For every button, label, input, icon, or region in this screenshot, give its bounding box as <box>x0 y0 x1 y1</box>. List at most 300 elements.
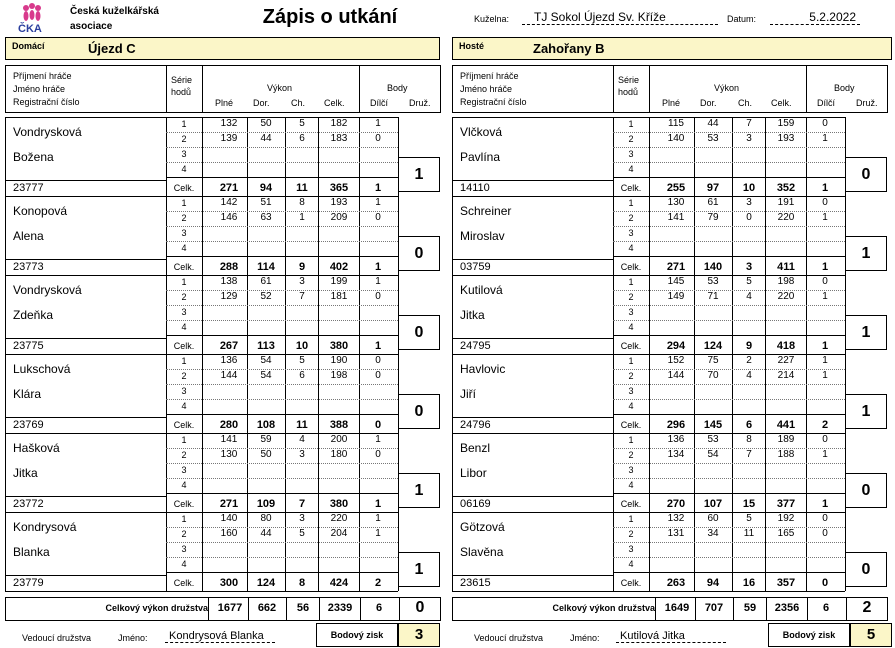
series-number: 3 <box>628 544 634 554</box>
total-row-label: Celk. <box>173 183 195 193</box>
row-line <box>5 512 6 591</box>
series-value: 1 <box>822 133 828 144</box>
series-value: 1 <box>822 291 828 302</box>
player-total-value: 296 <box>666 419 686 431</box>
series-value: 53 <box>707 133 719 144</box>
series-value: 0 <box>822 118 828 129</box>
series-number: 4 <box>628 164 634 174</box>
home-captain-label: Vedoucí družstva <box>22 633 92 643</box>
series-number: 3 <box>628 149 634 159</box>
player-firstname: Slavěna <box>460 545 504 559</box>
row-line <box>5 575 166 576</box>
player-total-value: 94 <box>259 182 273 194</box>
player-total-value: 411 <box>777 261 795 273</box>
series-value: 0 <box>822 513 828 524</box>
player-team-point: 0 <box>845 473 887 508</box>
series-value: 52 <box>260 291 272 302</box>
total-row-label: Celk. <box>173 341 195 351</box>
player-reg-number: 06169 <box>460 498 491 510</box>
series-line <box>166 320 398 321</box>
series-value: 0 <box>822 434 828 445</box>
series-value: 0 <box>375 355 381 366</box>
player-total-value: 267 <box>219 340 239 352</box>
player-row <box>452 433 893 512</box>
col-druz: Druž. <box>856 98 878 108</box>
series-number: 2 <box>628 371 634 381</box>
row-line <box>649 117 650 196</box>
series-line <box>166 384 398 385</box>
series-value: 115 <box>668 118 684 129</box>
series-value: 204 <box>330 528 348 539</box>
player-total-value: 10 <box>295 340 309 352</box>
series-number: 4 <box>628 243 634 253</box>
player-total-value: 1 <box>821 182 829 194</box>
series-value: 1 <box>299 212 305 223</box>
col-plne: Plné <box>662 98 681 108</box>
series-line <box>166 572 398 573</box>
series-value: 80 <box>260 513 272 524</box>
series-number: 2 <box>628 450 634 460</box>
row-line <box>452 354 453 433</box>
series-number: 2 <box>181 292 187 302</box>
series-value: 3 <box>299 513 305 524</box>
away-gain-value: 5 <box>850 623 892 647</box>
series-value: 1 <box>822 355 828 366</box>
player-total-value: 9 <box>745 340 753 352</box>
col-series-1: Série <box>618 75 640 85</box>
series-value: 188 <box>777 449 795 460</box>
player-row <box>5 196 446 275</box>
series-number: 4 <box>181 164 187 174</box>
series-value: 182 <box>330 118 348 129</box>
player-reg-number: 23777 <box>13 182 44 194</box>
row-line <box>649 275 650 354</box>
series-number: 3 <box>628 386 634 396</box>
total-row-label: Celk. <box>620 420 642 430</box>
row-line <box>5 591 398 592</box>
divider <box>202 65 203 113</box>
series-line <box>166 478 398 479</box>
series-value: 180 <box>330 449 348 460</box>
col-ch: Ch. <box>738 98 753 108</box>
series-value: 7 <box>299 291 305 302</box>
player-firstname: Alena <box>13 229 44 243</box>
player-firstname: Zdeňka <box>13 308 54 322</box>
series-value: 54 <box>707 449 719 460</box>
series-value: 130 <box>220 449 238 460</box>
divider <box>649 65 650 113</box>
row-line <box>649 196 650 275</box>
player-total-value: 263 <box>666 577 686 589</box>
team-total-value: 1677 <box>217 602 243 614</box>
player-total-value: 271 <box>219 498 239 510</box>
player-total-value: 140 <box>703 261 723 273</box>
player-reg-number: 23615 <box>460 577 491 589</box>
series-line <box>613 463 845 464</box>
player-reg-number: 14110 <box>460 182 490 194</box>
series-value: 61 <box>260 276 272 287</box>
player-total-value: 270 <box>666 498 686 510</box>
series-line <box>613 557 845 558</box>
player-team-point: 0 <box>398 394 440 429</box>
row-line <box>452 259 613 260</box>
row-line <box>452 117 453 196</box>
series-number: 1 <box>628 356 634 366</box>
player-team-point: 1 <box>845 236 887 271</box>
cka-logo <box>6 2 66 34</box>
player-total-value: 377 <box>776 498 796 510</box>
player-total-value: 97 <box>706 182 720 194</box>
series-value: 75 <box>707 355 719 366</box>
player-row <box>5 354 446 433</box>
series-value: 63 <box>260 212 272 223</box>
series-value: 146 <box>220 212 238 223</box>
series-line <box>613 241 845 242</box>
series-number: 3 <box>181 465 187 475</box>
series-value: 44 <box>707 118 719 129</box>
series-value: 130 <box>667 197 685 208</box>
series-value: 189 <box>777 434 795 445</box>
col-dilci: Dílčí <box>817 98 835 108</box>
divider <box>166 65 167 113</box>
team-total-value: 1649 <box>664 602 690 614</box>
row-line <box>208 598 209 620</box>
series-value: 3 <box>746 197 752 208</box>
series-value: 1 <box>822 370 828 381</box>
player-reg-number: 23779 <box>13 577 44 589</box>
player-total-value: 352 <box>776 182 796 194</box>
player-total-value: 1 <box>374 182 382 194</box>
series-value: 44 <box>260 528 272 539</box>
player-row <box>5 117 446 196</box>
player-firstname: Božena <box>13 150 54 164</box>
series-value: 132 <box>220 118 238 129</box>
series-value: 0 <box>822 528 828 539</box>
series-value: 0 <box>375 370 381 381</box>
away-score-table <box>452 65 893 616</box>
divider <box>806 65 807 113</box>
series-line <box>166 399 398 400</box>
away-captain-name: Kutilová Jitka <box>616 630 726 643</box>
team-total-label: Celkový výkon družstva <box>105 603 208 613</box>
total-row-label: Celk. <box>620 499 642 509</box>
row-line <box>202 433 203 512</box>
series-number: 1 <box>628 435 634 445</box>
player-total-value: 94 <box>706 577 720 589</box>
series-number: 4 <box>628 401 634 411</box>
player-total-value: 113 <box>257 340 275 352</box>
player-total-value: 0 <box>821 577 829 589</box>
row-line <box>202 196 203 275</box>
series-line <box>166 335 398 336</box>
col-player-first: Jméno hráče <box>460 84 513 94</box>
series-value: 199 <box>330 276 348 287</box>
series-number: 2 <box>181 529 187 539</box>
row-line <box>452 180 613 181</box>
player-total-value: 15 <box>742 498 756 510</box>
series-number: 2 <box>628 134 634 144</box>
player-surname: Kondrysová <box>13 520 77 534</box>
series-line <box>613 542 845 543</box>
series-value: 144 <box>667 370 685 381</box>
player-total-value: 1 <box>821 340 829 352</box>
row-line <box>5 196 6 275</box>
player-team-point: 0 <box>398 315 440 350</box>
player-surname: Lukschová <box>13 362 71 376</box>
col-ch: Ch. <box>291 98 306 108</box>
venue-label: Kuželna: <box>474 14 510 24</box>
series-number: 2 <box>181 450 187 460</box>
player-total-value: 294 <box>666 340 686 352</box>
series-value: 1 <box>375 528 381 539</box>
series-line <box>166 177 398 178</box>
away-team-name: Zahořany B <box>533 41 605 56</box>
series-value: 5 <box>746 276 752 287</box>
series-value: 0 <box>375 133 381 144</box>
player-team-point: 1 <box>845 394 887 429</box>
player-reg-number: 24796 <box>460 419 491 431</box>
series-value: 1 <box>375 276 381 287</box>
row-line <box>452 338 613 339</box>
series-value: 50 <box>260 118 272 129</box>
series-value: 159 <box>777 118 795 129</box>
series-line <box>166 162 398 163</box>
player-row <box>452 117 893 196</box>
player-surname: Vondrysková <box>13 125 82 139</box>
player-reg-number: 23775 <box>13 340 44 352</box>
series-number: 3 <box>628 228 634 238</box>
series-number: 2 <box>181 371 187 381</box>
player-total-value: 2 <box>374 577 382 589</box>
series-value: 0 <box>375 449 381 460</box>
team-total-value: 56 <box>296 602 310 614</box>
series-value: 8 <box>299 197 305 208</box>
row-line <box>5 354 6 433</box>
player-total-value: 3 <box>745 261 753 273</box>
player-total-value: 10 <box>742 182 756 194</box>
player-surname: Schreiner <box>460 204 512 218</box>
date-value: 5.2.2022 <box>770 10 860 25</box>
series-value: 0 <box>822 197 828 208</box>
player-team-point: 1 <box>398 473 440 508</box>
series-number: 3 <box>181 228 187 238</box>
player-total-value: 288 <box>219 261 239 273</box>
player-total-value: 1 <box>374 340 382 352</box>
series-value: 7 <box>746 449 752 460</box>
player-total-value: 11 <box>296 419 308 431</box>
series-value: 191 <box>777 197 795 208</box>
series-number: 1 <box>181 514 187 524</box>
series-value: 79 <box>707 212 719 223</box>
player-total-value: 271 <box>219 182 239 194</box>
series-value: 0 <box>746 212 752 223</box>
series-line <box>613 305 845 306</box>
series-value: 131 <box>667 528 685 539</box>
player-total-value: 124 <box>703 340 723 352</box>
divider <box>359 65 360 113</box>
series-value: 193 <box>330 197 348 208</box>
home-gain-label: Bodový zisk <box>316 623 398 647</box>
series-value: 198 <box>777 276 795 287</box>
player-total-value: 300 <box>219 577 239 589</box>
total-row-label: Celk. <box>620 183 642 193</box>
total-row-label: Celk. <box>173 578 195 588</box>
row-line <box>5 259 166 260</box>
series-value: 6 <box>299 370 305 381</box>
series-value: 1 <box>822 212 828 223</box>
series-line <box>166 463 398 464</box>
player-total-value: 365 <box>329 182 349 194</box>
player-surname: Havlovic <box>460 362 506 376</box>
home-score-table <box>5 65 446 616</box>
player-total-value: 380 <box>329 340 349 352</box>
series-number: 3 <box>181 149 187 159</box>
player-total-value: 280 <box>219 419 239 431</box>
series-number: 3 <box>181 307 187 317</box>
series-value: 192 <box>777 513 795 524</box>
row-line <box>452 196 453 275</box>
series-number: 3 <box>181 386 187 396</box>
total-row-label: Celk. <box>173 499 195 509</box>
series-line <box>613 177 845 178</box>
series-value: 54 <box>260 355 272 366</box>
player-surname: Benzl <box>460 441 491 455</box>
series-number: 1 <box>628 277 634 287</box>
series-number: 4 <box>181 401 187 411</box>
col-points: Body <box>387 83 408 93</box>
series-value: 0 <box>375 212 381 223</box>
player-team-point: 1 <box>845 315 887 350</box>
series-value: 132 <box>667 513 685 524</box>
series-value: 4 <box>746 370 752 381</box>
col-dor: Dor. <box>253 98 270 108</box>
row-line <box>649 433 650 512</box>
series-number: 1 <box>181 435 187 445</box>
row-line <box>452 496 613 497</box>
total-row-label: Celk. <box>620 578 642 588</box>
player-total-value: 441 <box>776 419 796 431</box>
series-value: 2 <box>746 355 752 366</box>
player-row <box>452 196 893 275</box>
series-number: 2 <box>628 529 634 539</box>
series-value: 220 <box>330 513 348 524</box>
away-captain-label: Vedoucí družstva <box>474 633 544 643</box>
player-team-point: 1 <box>398 552 440 587</box>
series-value: 141 <box>220 434 238 445</box>
away-team-bar <box>452 37 892 60</box>
series-value: 136 <box>667 434 685 445</box>
series-line <box>166 493 398 494</box>
player-surname: Hašková <box>13 441 60 455</box>
player-total-value: 0 <box>374 419 382 431</box>
series-line <box>613 320 845 321</box>
player-total-value: 380 <box>329 498 349 510</box>
series-number: 2 <box>628 213 634 223</box>
player-total-value: 11 <box>296 182 308 194</box>
away-side-label: Hosté <box>459 41 485 51</box>
player-total-value: 1 <box>374 261 382 273</box>
player-total-value: 1 <box>821 261 829 273</box>
series-number: 3 <box>628 465 634 475</box>
row-line <box>452 275 453 354</box>
player-total-value: 109 <box>256 498 276 510</box>
col-player-surname: Příjmení hráče <box>13 71 72 81</box>
player-team-point: 1 <box>398 157 440 192</box>
series-number: 1 <box>181 119 187 129</box>
home-side-label: Domácí <box>12 41 45 51</box>
row-line <box>202 512 203 591</box>
col-performance: Výkon <box>714 83 740 93</box>
away-team-total-row <box>452 597 888 621</box>
row-line <box>5 275 6 354</box>
team-total-points: 2 <box>862 599 872 616</box>
player-total-value: 255 <box>666 182 686 194</box>
away-captain-name-label: Jméno: <box>570 633 600 643</box>
player-row <box>452 275 893 354</box>
home-captain-name-label: Jméno: <box>118 633 148 643</box>
col-druz: Druž. <box>409 98 431 108</box>
series-number: 1 <box>181 356 187 366</box>
col-series-2: hodů <box>618 87 639 97</box>
series-value: 144 <box>220 370 238 381</box>
page-title: Zápis o utkání <box>262 6 398 28</box>
series-line <box>613 256 845 257</box>
series-value: 61 <box>707 197 719 208</box>
series-value: 220 <box>777 291 795 302</box>
series-value: 1 <box>375 513 381 524</box>
home-team-bar <box>5 37 440 60</box>
row-line <box>452 591 845 592</box>
player-total-value: 16 <box>742 577 756 589</box>
series-value: 4 <box>299 434 305 445</box>
team-total-value: 59 <box>743 602 757 614</box>
row-line <box>202 117 203 196</box>
divider <box>613 65 614 113</box>
col-player-surname: Příjmení hráče <box>460 71 519 81</box>
team-total-value: 662 <box>257 602 277 614</box>
series-line <box>613 384 845 385</box>
player-total-value: 418 <box>776 340 796 352</box>
series-line <box>613 335 845 336</box>
player-total-value: 1 <box>374 498 382 510</box>
col-series-2: hodů <box>171 87 192 97</box>
player-firstname: Pavlína <box>460 150 501 164</box>
col-dor: Dor. <box>700 98 717 108</box>
col-player-first: Jméno hráče <box>13 84 66 94</box>
series-line <box>613 478 845 479</box>
series-value: 1 <box>375 118 381 129</box>
series-value: 141 <box>667 212 685 223</box>
home-team-name: Újezd C <box>88 41 136 56</box>
player-firstname: Miroslav <box>460 229 505 243</box>
team-total-value: 707 <box>704 602 724 614</box>
col-player-reg: Registrační číslo <box>13 97 80 107</box>
series-number: 4 <box>181 322 187 332</box>
row-line <box>5 417 166 418</box>
logo-text: ČKA <box>18 23 42 34</box>
series-line <box>166 147 398 148</box>
series-value: 1 <box>822 449 828 460</box>
team-total-value: 2339 <box>327 602 353 614</box>
col-series-1: Série <box>171 75 193 85</box>
player-firstname: Blanka <box>13 545 50 559</box>
player-total-value: 107 <box>703 498 723 510</box>
series-number: 4 <box>628 322 634 332</box>
player-total-value: 124 <box>256 577 276 589</box>
row-line <box>452 575 613 576</box>
series-value: 6 <box>299 133 305 144</box>
col-celk: Celk. <box>771 98 792 108</box>
